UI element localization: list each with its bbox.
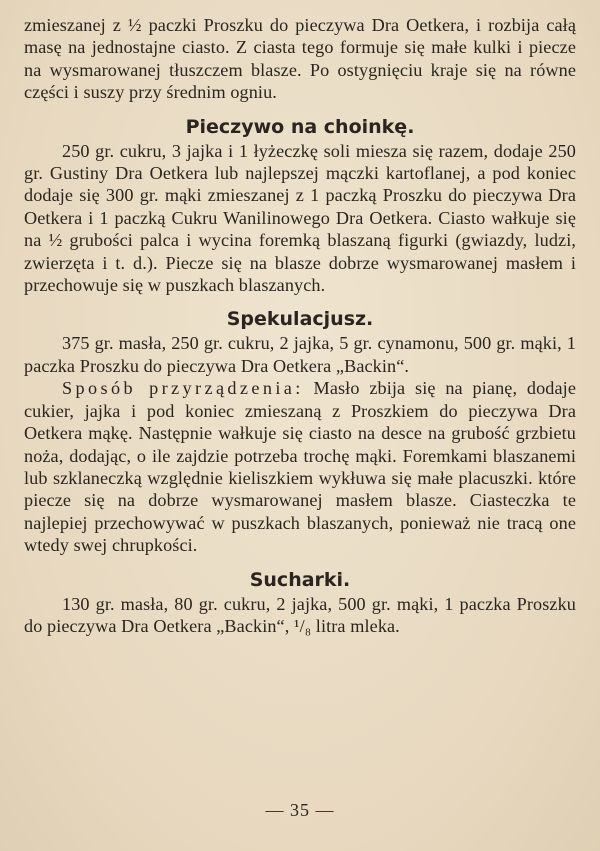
spekulacjusz-method — [24, 377, 576, 556]
section-heading-pieczywo: Pieczywo na choinkę. — [185, 115, 415, 138]
page-number: — 35 — — [265, 800, 335, 820]
method-label: Sposób przyrządzenia: — [62, 378, 304, 399]
sucharki-paragraph: 130 gr. masła, 80 gr. cukru, 2 jajka, 500 gr. mąki, 1 paczka Proszku do pieczywa Dra Oetkera „Backin“, ¹/₈ litra mleka. — [24, 593, 576, 636]
spekulacjusz-ingredients: 375 gr. masła, 250 gr. cukru, 2 jajka, 5 gr. cynamonu, 500 gr. mąki, 1 paczka Proszku do pieczywa Dra Oetkera „Backin“. — [24, 333, 576, 376]
continued-paragraph: zmieszanej z ½ paczki Proszku do pieczywa Dra Oetkera, i rozbija całą masę na jednostajne ciasto. Z ciasta tego formuje się małe kulki i piecze na wysmarowanej tłuszczem blasze. Po ostygnięciu kraje się na równe części i suszy przy średnim ogniu. — [24, 15, 576, 103]
pieczywo-paragraph: 250 gr. cukru, 3 jajka i 1 łyżeczkę soli miesza się razem, dodaje 250 gr. Gustiny Dra Oetkera lub najlepszej mączki kartoflanej, a pod koniec dodaje się 300 gr. mąki zmieszanej z 1 paczką Proszku do pieczywa Dra Oetkera i 1 paczką Cukru Wanilinowego Dra Oetkera. Ciasto wałkuje się na ½ grubości palca i wycina foremką blaszaną figurki (gwiazdy, ludzi, zwierzęta i t. d.). Piecze się na blasze dobrze wysmarowanej masłem i przechowuje się w puszkach blaszanych. — [24, 140, 576, 296]
method-text: Masło zbija się na pianę, dodaje cukier, jajka i pod koniec zmieszaną z Proszkiem do pieczywa Dra Oetkera mąkę. Następnie wałkuje się ciasto na desce na grubość grzbietu noża, dodając, o ile zajdzie potrzeba trochę mąki. Foremkami blaszanemi lub szklaneczką względnie kieliszkiem wykłuwa się małe placuszki. które piecze się na dobrze wysmarowanej masłem blasze. Ciasteczka te najlepiej przechowywać w puszkach blaszanych, ponieważ nie tracą one wtedy swej chrupkości. — [24, 378, 576, 556]
section-heading-sucharki: Sucharki. — [249, 568, 351, 591]
section-heading-spekulacjusz: Spekulacjusz. — [226, 308, 374, 331]
